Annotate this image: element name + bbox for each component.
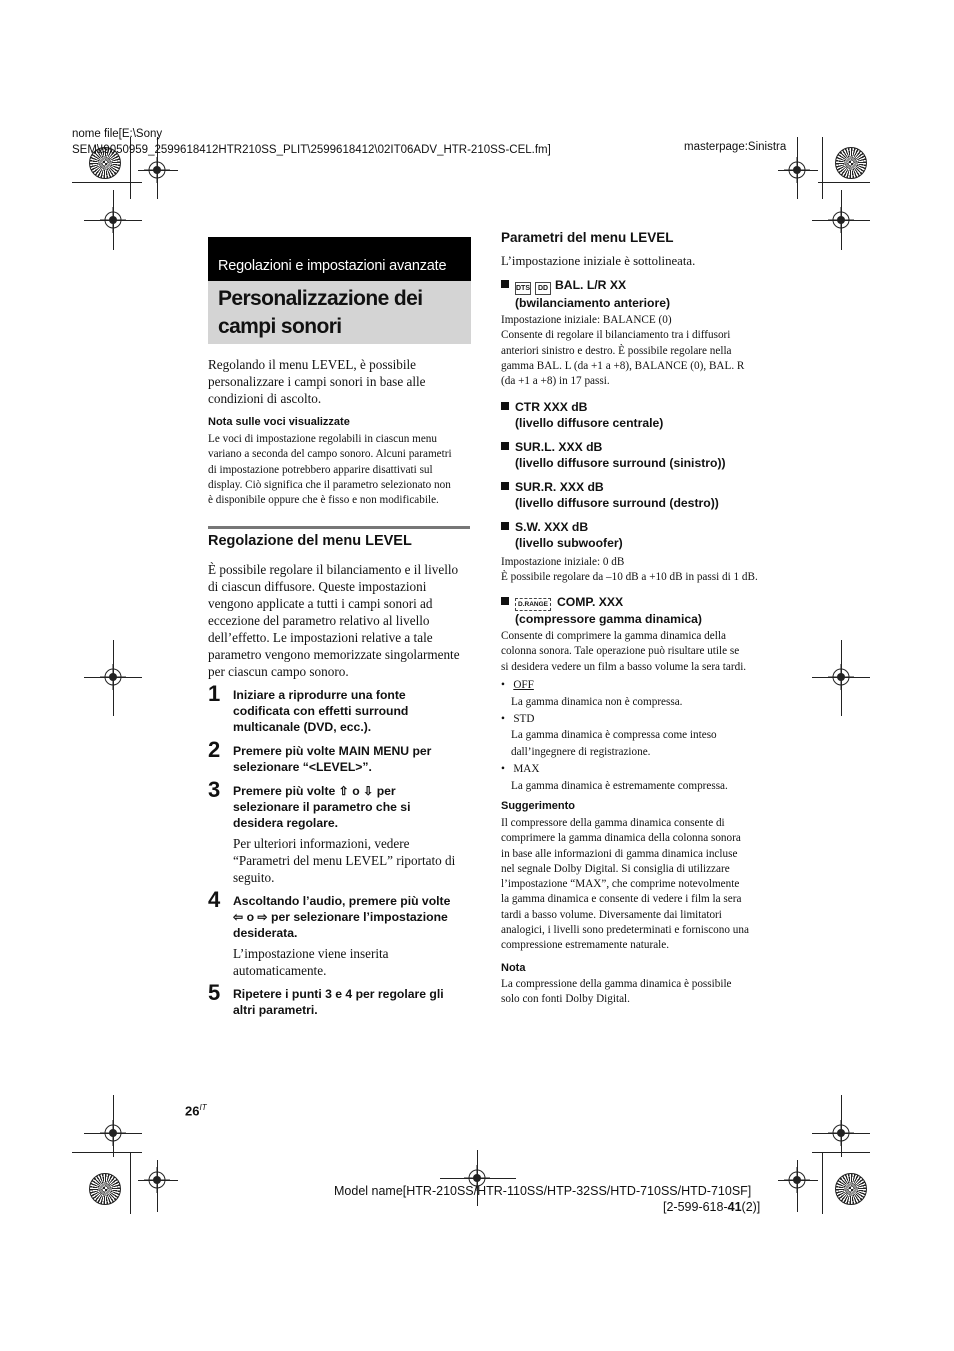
list-item: • OFF (501, 679, 534, 691)
tip-text: Il compressore della gamma dinamica consente di comprimere la gamma dinamica della colonna sonora in base alle informazioni di gamma dinamica incluse nel segnale Dolby Digital. Si consiglia di utilizzare l’impostazione “MAX”, che comprime notevolmente la gamma dinamica e consente di vedere i film la sera tardi a basso volume. Diversamente dai limitatori analogici, i livelli sono predeterminati e forniscono una compressione estremamente naturale. (501, 817, 749, 952)
param-sw-text: Impostazione iniziale: 0 dB È possibile regolare da –10 dB a +10 dB in passi di 1 dB. (501, 556, 758, 584)
masterpage-label: masterpage:Sinistra (684, 141, 787, 153)
comp-options: • OFF La gamma dinamica non è compressa. • STD La gamma dinamica è compressa come inteso dall’ingegnere di registrazione. • MAX La gamma dinamica è estremamente compressa. (501, 679, 728, 792)
list-item: • STD (501, 712, 535, 725)
page-title (208, 281, 471, 344)
square-bullet-icon (501, 597, 509, 605)
registration-star-icon (835, 147, 867, 179)
step-note: Per ulteriori informazioni, vedere “Parametri del menu LEVEL” riportato di seguito. (233, 836, 456, 885)
dts-icon: DTS (515, 282, 531, 295)
subheading: Regolazione del menu LEVEL (208, 533, 412, 549)
intro-paragraph: Regolando il menu LEVEL, è possibile personalizzare i campi sonori in base alle condizioni di ascolto. (208, 357, 426, 406)
param-comp-text: Consente di comprimere la gamma dinamica della colonna sonora. Tale operazione può risultare utile se si desidera vedere un film a basso volume la sera tardi. (501, 630, 747, 673)
step-note: L’impostazione viene inserita automaticamente. (233, 946, 389, 978)
square-bullet-icon (501, 402, 509, 410)
crosshair-icon (784, 157, 810, 183)
tip-heading: Suggerimento (501, 800, 575, 812)
param-ctr: CTR XXX dB (livello diffusore centrale) (501, 399, 663, 431)
square-bullet-icon (501, 482, 509, 490)
step-number: 5 (208, 980, 220, 1005)
parameters-heading: Parametri del menu LEVEL (501, 230, 674, 245)
page-title-line1: Personalizzazione dei (218, 287, 423, 310)
registration-star-icon (835, 1173, 867, 1205)
step-text: Premere più volte ⇧ o ⇩ per selezionare il parametro che si desidera regolare. (233, 784, 411, 830)
section-bar (208, 237, 471, 281)
param-bal-text: Impostazione iniziale: BALANCE (0) Consente di regolare il bilanciamento tra i diffusori anteriori sinistro e destro. È possibile regolare nella gamma BAL. L (da +1 a +8), BALANCE (0), BAL. R (da +1 a +8) in 17 passi. (501, 314, 745, 388)
note-heading: Nota sulle voci visualizzate (208, 416, 350, 428)
dolby-digital-icon: DD (535, 282, 551, 295)
nota-heading: Nota (501, 962, 526, 974)
step-number: 4 (208, 887, 220, 912)
square-bullet-icon (501, 442, 509, 450)
file-name-line2: SEM\!9050959_2599618412HTR210SS_PLIT\2599618412\02IT06ADV_HTR-210SS-CEL.fm] (72, 144, 551, 156)
page-number: $26^{IT}$ (185, 1103, 207, 1119)
step-text: Ascoltando l’audio, premere più volte ⇦ o ⇨ per selezionare l’impostazione desiderata. (233, 894, 451, 940)
list-item: • MAX (501, 762, 540, 775)
step-text: Iniziare a riprodurre una fonte codificata con effetti surround multicanale (DVD, ecc.). (233, 688, 409, 734)
param-surl: SUR.L. XXX dB (livello diffusore surround (sinistro)) (501, 439, 726, 471)
step-number: 1 (208, 681, 220, 706)
file-name-line1: nome file[E:\Sony (72, 128, 163, 140)
step-text: Ripetere i punti 3 e 4 per regolare gli altri parametri. (233, 987, 444, 1017)
square-bullet-icon (501, 280, 509, 288)
crosshair-icon (144, 157, 170, 183)
step-number: 2 (208, 737, 220, 762)
model-name: Model name[HTR-210SS/HTR-110SS/HTP-32SS/HTD-710SS/HTD-710SF] (334, 1184, 752, 1198)
nota-text: La compressione della gamma dinamica è possibile solo con fonti Dolby Digital. (501, 978, 732, 1006)
parameters-intro: L’impostazione iniziale è sottolineata. (501, 254, 696, 268)
note-text: Le voci di impostazione regolabili in ciascun menu variano a seconda del campo sonoro. Alcuni parametri di impostazione potrebbero apparire disattivati sul display. Ciò significa che il parametro selezionato non è disponibile oppure che è fisso e non modificabile. (208, 433, 452, 507)
level-paragraph: È possibile regolare il bilanciamento e il livello di ciascun diffusore. Queste impostazioni vengono applicate a tutti i campi sonori ad eccezione del parametro relativo al livello dell’effetto. Le impostazioni relative a tale parametro vengono memorizzate singolarmente per ciascun campo sonoro. (208, 562, 460, 679)
step-number: 3 (208, 777, 220, 802)
square-bullet-icon (501, 522, 509, 530)
param-surr: SUR.R. XXX dB (livello diffusore surround (destro)) (501, 479, 719, 511)
step-text: Premere più volte MAIN MENU per selezionare “<LEVEL>”. (233, 744, 432, 774)
d-range-icon: D.RANGE (515, 598, 551, 611)
param-comp: D.RANGE COMP. XXX (compressore gamma dinamica) (501, 594, 702, 627)
registration-star-icon (89, 1173, 121, 1205)
param-bal: DTS DD BAL. L/R XX (bwilanciamento anteriore) (501, 277, 670, 311)
document-code: [2-599-618-41(2)] (663, 1200, 761, 1214)
param-sw: S.W. XXX dB (livello subwoofer) (501, 519, 623, 551)
page-title-line2: campi sonori (218, 315, 342, 338)
section-divider (208, 526, 470, 529)
section-label: Regolazioni e impostazioni avanzate (218, 258, 447, 274)
